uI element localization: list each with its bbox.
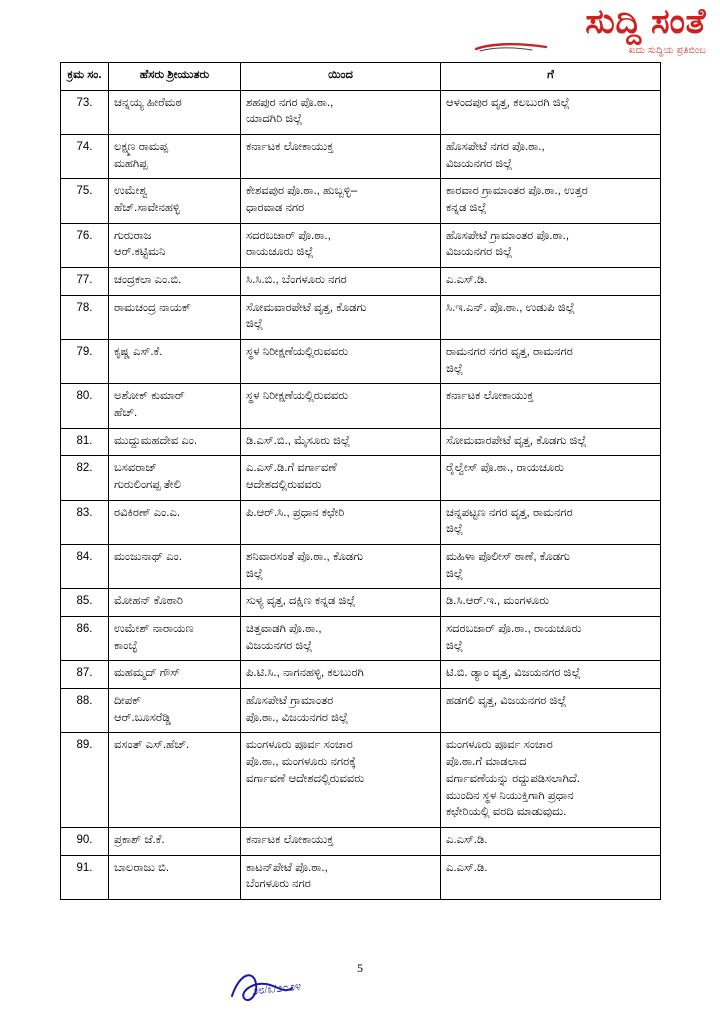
cell-line: ಡಿ.ಸಿ.ಆರ್.ಇ., ಮಂಗಳೂರು — [446, 595, 549, 608]
cell-sl: 79. — [61, 340, 109, 384]
cell-line: ಚನ್ನಪಟ್ಟಣ ನಗರ ವೃತ್ತ, ರಾಮನಗರ — [446, 506, 573, 519]
cell-line: ಯಾದಗಿರಿ ಜಿಲ್ಲೆ — [246, 113, 303, 126]
cell-line: ವಿಜಯನಗರ ಜಿಲ್ಲೆ — [246, 639, 313, 652]
cell-line: ಮಂಗಳೂರು ಪೂರ್ವ ಸಂಚಾರ — [246, 739, 353, 752]
cell-from — [241, 617, 441, 661]
cell-line: ಕೃಷ್ಣ ಎಸ್.ಕೆ. — [114, 346, 163, 359]
cell-name — [109, 223, 241, 267]
cell-sl: 85. — [61, 589, 109, 617]
cell-line: ಮುಂದಿನ ಸ್ಥಳ ನಿಯುಕ್ತಿಗಾಗಿ ಪ್ರಧಾನ — [446, 789, 574, 802]
cell-from — [241, 456, 441, 500]
cell-to — [441, 135, 661, 179]
cell-name — [109, 500, 241, 544]
cell-from — [241, 268, 441, 296]
cell-line: ಕಛೇರಿಯಲ್ಲಿ ವರದಿ ಮಾಡುವುದು. — [446, 806, 567, 819]
cell-to — [441, 179, 661, 223]
cell-to — [441, 428, 661, 456]
cell-sl: 82. — [61, 456, 109, 500]
cell-sl: 88. — [61, 689, 109, 733]
cell-line: ಜಿಲ್ಲೆ — [446, 639, 464, 652]
cell-to — [441, 661, 661, 689]
cell-line: ಪಿ.ಆರ್.ಸಿ., ಪ್ರಧಾನ ಕಛೇರಿ — [246, 506, 345, 519]
cell-line: ಸಿ.ಸಿ.ಬಿ., ಬೆಂಗಳೂರು ನಗರ — [246, 274, 347, 287]
cell-from — [241, 589, 441, 617]
cell-from — [241, 661, 441, 689]
header-from: ಯಿಂದ — [241, 63, 441, 91]
cell-line: ಆಳಂದಪುರ ವೃತ್ತ, ಕಲಬುರಗಿ ಜಿಲ್ಲೆ — [446, 96, 570, 109]
cell-from — [241, 545, 441, 589]
cell-name — [109, 661, 241, 689]
cell-line: ಶನಿವಾರಸಂತೆ ಪೊ.ಠಾ., ಕೊಡಗು — [246, 551, 364, 564]
cell-name — [109, 135, 241, 179]
cell-line: ಲಕ್ಷ್ಮಣ ರಾಮಪ್ಪ — [114, 141, 169, 154]
cell-to — [441, 500, 661, 544]
cell-sl: 84. — [61, 545, 109, 589]
cell-line: ಆರ್.ಕಟ್ಟಿಮನಿ — [114, 246, 166, 259]
cell-to — [441, 340, 661, 384]
cell-name — [109, 827, 241, 855]
cell-from — [241, 733, 441, 827]
cell-line: ಗುರುಲಿಂಗಪ್ಪ ತೇಲಿ — [114, 479, 181, 492]
cell-line: ಎ.ಎಸ್.ಡಿ. — [446, 861, 488, 874]
cell-to — [441, 733, 661, 827]
cell-to — [441, 545, 661, 589]
table-row — [61, 589, 661, 617]
table-row — [61, 90, 661, 134]
table-row — [61, 661, 661, 689]
table-body — [61, 90, 661, 899]
cell-from — [241, 500, 441, 544]
cell-line: ಸ್ಥಳ ನಿರೀಕ್ಷಣೆಯಲ್ಲಿರುವವರು — [246, 346, 348, 359]
cell-line: ರಾಮನಗರ ನಗರ ವೃತ್ತ, ರಾಮನಗರ — [446, 346, 573, 359]
table-row — [61, 500, 661, 544]
table-row — [61, 384, 661, 428]
cell-sl: 76. — [61, 223, 109, 267]
cell-name — [109, 90, 241, 134]
cell-line: ಬಾಲರಾಜು ಬಿ. — [114, 861, 170, 874]
cell-sl: 89. — [61, 733, 109, 827]
cell-line: ಹೆಚ್.ಸಾವೇನಹಳ್ಳಿ — [114, 202, 180, 215]
cell-sl: 77. — [61, 268, 109, 296]
signature-date: ೨೮/೩/೨೦೨೪ — [251, 980, 302, 998]
cell-from — [241, 384, 441, 428]
cell-sl: 80. — [61, 384, 109, 428]
cell-line: ಗುರುರಾಜ — [114, 229, 152, 242]
cell-line: ಡಿ.ಎಸ್.ಬಿ., ಮೈಸೂರು ಜಿಲ್ಲೆ — [246, 434, 351, 447]
cell-from — [241, 90, 441, 134]
cell-line: ಜಿಲ್ಲೆ — [446, 567, 464, 580]
cell-to — [441, 855, 661, 899]
cell-name — [109, 295, 241, 339]
cell-line: ಪಿ.ಟಿ.ಸಿ., ನಾಗನಹಳ್ಳಿ, ಕಲಬುರಗಿ — [246, 667, 364, 680]
table-row — [61, 855, 661, 899]
cell-line: ಮಂಜುನಾಥ್ ಎಂ. — [114, 551, 182, 564]
cell-from — [241, 428, 441, 456]
cell-from — [241, 340, 441, 384]
cell-name — [109, 456, 241, 500]
cell-sl: 81. — [61, 428, 109, 456]
cell-line: ಜಿಲ್ಲೆ — [446, 362, 464, 375]
cell-to — [441, 689, 661, 733]
cell-line: ಜಿಲ್ಲೆ — [446, 523, 464, 536]
cell-to — [441, 384, 661, 428]
cell-name — [109, 179, 241, 223]
cell-name — [109, 428, 241, 456]
cell-sl: 73. — [61, 90, 109, 134]
cell-to — [441, 295, 661, 339]
cell-line: ಎ.ಎಸ್.ಡಿ. — [446, 833, 488, 846]
cell-name — [109, 340, 241, 384]
cell-from — [241, 827, 441, 855]
cell-line: ಮಂಗಳೂರು ಪೂರ್ವ ಸಂಚಾರ — [446, 739, 553, 752]
table-row — [61, 456, 661, 500]
cell-sl: 83. — [61, 500, 109, 544]
table-row — [61, 295, 661, 339]
cell-line: ಸೋಮವಾರಪೇಟೆ ವೃತ್ತ, ಕೊಡಗು ಜಿಲ್ಲೆ — [446, 434, 587, 447]
cell-line: ಚನ್ನಯ್ಯ ಹೀರೆಮಠ — [114, 96, 182, 109]
masthead-logo — [446, 4, 706, 56]
header-sl: ಕ್ರಮ ಸಂ. — [61, 63, 109, 91]
table-header-row — [61, 63, 661, 91]
cell-sl: 86. — [61, 617, 109, 661]
cell-line: ಪ್ರಕಾಶ್ ಜೆ.ಕೆ. — [114, 833, 165, 846]
cell-line: ಎ.ಎಸ್.ಡಿ.ಗೆ ವರ್ಗಾವಣೆ — [246, 462, 337, 475]
cell-line: ಮಹಗಿಪ್ಪ — [114, 157, 148, 170]
cell-line: ಜಿಲ್ಲೆ — [246, 567, 264, 580]
cell-line: ಪೊ.ಠಾ.ಗೆ ಮಾಡಲಾದ — [446, 756, 527, 769]
cell-line: ರೈಲ್ವೇಸ್ ಪೊ.ಠಾ., ರಾಯಚೂರು — [446, 462, 564, 475]
cell-line: ವಿಜಯನಗರ ಜಿಲ್ಲೆ — [446, 246, 513, 259]
cell-line: ವರ್ಗಾವಣೆಯನ್ನು ರದ್ದುಪಡಿಸಲಾಗಿದೆ. — [446, 772, 580, 785]
cell-name — [109, 384, 241, 428]
cell-line: ಹಡಗಲಿ ವೃತ್ತ, ವಿಜಯನಗರ ಜಿಲ್ಲೆ — [446, 695, 567, 708]
cell-line: ವಿಜಯನಗರ ಜಿಲ್ಲೆ — [446, 157, 513, 170]
cell-name — [109, 733, 241, 827]
cell-line: ಮಹಮ್ಮದ್ ಗೌಸ್ — [114, 667, 181, 680]
table-row — [61, 268, 661, 296]
cell-from — [241, 689, 441, 733]
masthead-subtitle: ಖದು ಸುದ್ದಿಯ ಪ್ರತಿಬಿಂಬ — [628, 45, 706, 56]
cell-line: ಚಂದ್ರಕಲಾ ಎಂ.ಬಿ. — [114, 274, 182, 287]
header-name: ಹೆಸರು ಶ್ರೀಯುತರು — [109, 63, 241, 91]
cell-line: ಮೋಹನ್ ಕೊಠಾರಿ — [114, 595, 183, 608]
cell-to — [441, 268, 661, 296]
cell-line: ಕಾಂಬ್ಳೆ — [114, 639, 138, 652]
page-number: 5 — [357, 961, 363, 975]
cell-to — [441, 617, 661, 661]
cell-line: ಆದೇಶದಲ್ಲಿರುವವರು — [246, 479, 322, 492]
cell-sl: 74. — [61, 135, 109, 179]
cell-line: ಅಶೋಕ್ ಕುಮಾರ್ — [114, 390, 185, 403]
cell-line: ಬಸವರಾಜ್ — [114, 462, 157, 475]
table-row — [61, 179, 661, 223]
cell-line: ಉಮೇಶ್ ನಾರಾಯಣ — [114, 623, 194, 636]
cell-to — [441, 223, 661, 267]
cell-line: ರವಿಕಿರಣ್ ಎಂ.ಎ. — [114, 506, 181, 519]
cell-line: ಸದರಬಜಾರ್ ಪೊ.ಠಾ., — [246, 229, 331, 242]
table-row — [61, 689, 661, 733]
cell-line: ಮಹಿಳಾ ಪೊಲೀಸ್ ಠಾಣೆ, ಕೊಡಗು — [446, 551, 570, 564]
table-row — [61, 135, 661, 179]
cell-sl: 87. — [61, 661, 109, 689]
cell-name — [109, 545, 241, 589]
cell-name — [109, 589, 241, 617]
cell-line: ಕಾರವಾರ ಗ್ರಾಮಾಂತರ ಪೊ.ಠಾ., ಉತ್ತರ — [446, 185, 588, 198]
cell-line: ಪೊ.ಠಾ., ವಿಜಯನಗರ ಜಿಲ್ಲೆ — [246, 711, 349, 724]
table-row — [61, 428, 661, 456]
cell-line: ಕನ್ನಡ ಜಿಲ್ಲೆ — [446, 202, 487, 215]
cell-sl: 75. — [61, 179, 109, 223]
cell-to — [441, 456, 661, 500]
cell-line: ಜಿಲ್ಲೆ — [246, 318, 264, 331]
cell-to — [441, 589, 661, 617]
cell-line: ಸುಳ್ಯ ವೃತ್ತ, ದಕ್ಷಿಣ ಕನ್ನಡ ಜಿಲ್ಲೆ — [246, 595, 356, 608]
cell-sl: 78. — [61, 295, 109, 339]
cell-line: ಬೆಂಗಳೂರು ನಗರ — [246, 878, 311, 891]
cell-name — [109, 617, 241, 661]
cell-line: ಹೊಸಪೇಟೆ ಗ್ರಾಮಾಂತರ ಪೊ.ಠಾ., — [446, 229, 570, 242]
cell-line: ಹೊಸಪೇಟೆ ಗ್ರಾಮಾಂತರ — [246, 695, 334, 708]
cell-from — [241, 223, 441, 267]
cell-line: ಹೊಸಪೇಟೆ ನಗರ ಪೊ.ಠಾ., — [446, 141, 545, 154]
cell-line: ರಾಯಚೂರು ಜಿಲ್ಲೆ — [246, 246, 314, 259]
cell-from — [241, 179, 441, 223]
cell-line: ಸದರಬಜಾರ್ ಪೊ.ಠಾ., ರಾಯಚೂರು — [446, 623, 582, 636]
cell-from — [241, 295, 441, 339]
cell-line: ಸಿ.ಇ.ಎನ್. ಪೊ.ಠಾ., ಉಡುಪಿ ಜಿಲ್ಲೆ — [446, 301, 575, 314]
table-row — [61, 223, 661, 267]
swoosh-icon — [474, 42, 548, 52]
cell-to — [441, 827, 661, 855]
cell-line: ವಸಂತ್ ಎಸ್.ಹೆಚ್. — [114, 739, 190, 752]
transfer-table-wrap — [60, 62, 660, 900]
cell-line: ಹೆಚ್. — [114, 407, 138, 420]
cell-from — [241, 135, 441, 179]
transfer-table — [60, 62, 661, 900]
cell-line: ಮುದ್ದುಮಹದೇವ ಎಂ. — [114, 434, 198, 447]
cell-line: ಕಾಟನ್‌ಪೇಟೆ ಪೊ.ಠಾ., — [246, 861, 328, 874]
cell-name — [109, 689, 241, 733]
cell-name — [109, 855, 241, 899]
cell-line: ಶಹಪುರ ನಗರ ಪೊ.ಠಾ., — [246, 96, 334, 109]
cell-line: ಕರ್ನಾಟಕ ಲೋಕಾಯುಕ್ತ — [446, 390, 534, 403]
cell-line: ಉಮೇಶ್ವ — [114, 185, 148, 198]
cell-line: ಆರ್.ಬೂಸರೆಡ್ಡಿ — [114, 711, 171, 724]
table-row — [61, 340, 661, 384]
cell-to — [441, 90, 661, 134]
cell-sl: 90. — [61, 827, 109, 855]
cell-line: ಧಾರವಾಡ ನಗರ — [246, 202, 305, 215]
cell-sl: 91. — [61, 855, 109, 899]
cell-from — [241, 855, 441, 899]
cell-line: ಕೇಶವಪುರ ಪೊ.ಠಾ., ಹುಬ್ಬಳ್ಳಿ– — [246, 185, 358, 198]
cell-line: ಚಿತ್ತವಾಡಗಿ ಪೊ.ಠಾ., — [246, 623, 322, 636]
cell-line: ಸ್ಥಳ ನಿರೀಕ್ಷಣೆಯಲ್ಲಿರುವವರು — [246, 390, 348, 403]
cell-line: ಕರ್ನಾಟಕ ಲೋಕಾಯುಕ್ತ — [246, 141, 334, 154]
cell-line: ಪೊ.ಠಾ., ಮಂಗಳೂರು ನಗರಕ್ಕೆ — [246, 756, 356, 769]
cell-line: ವರ್ಗಾವಣೆ ಆದೇಶದಲ್ಲಿರುವವರು — [246, 772, 365, 785]
table-row — [61, 545, 661, 589]
cell-line: ಎ.ಎಸ್.ಡಿ. — [446, 274, 488, 287]
cell-line: ಟಿ.ಬಿ. ಡ್ಯಾಂ ವೃತ್ತ, ವಿಜಯನಗರ ಜಿಲ್ಲೆ — [446, 667, 581, 680]
table-row — [61, 617, 661, 661]
cell-line: ರಾಮಚಂದ್ರ ನಾಯಕ್ — [114, 301, 191, 314]
cell-line: ಕರ್ನಾಟಕ ಲೋಕಾಯುಕ್ತ — [246, 833, 334, 846]
cell-name — [109, 268, 241, 296]
masthead-title: ಸುದ್ದಿ ಸಂತೆ — [585, 2, 706, 41]
header-to: ಗೆ — [441, 63, 661, 91]
cell-line: ಸೋಮವಾರಪೇಟೆ ವೃತ್ತ, ಕೊಡಗು — [246, 301, 367, 314]
cell-line: ದೀಪಕ್ — [114, 695, 142, 708]
table-row — [61, 827, 661, 855]
table-row — [61, 733, 661, 827]
